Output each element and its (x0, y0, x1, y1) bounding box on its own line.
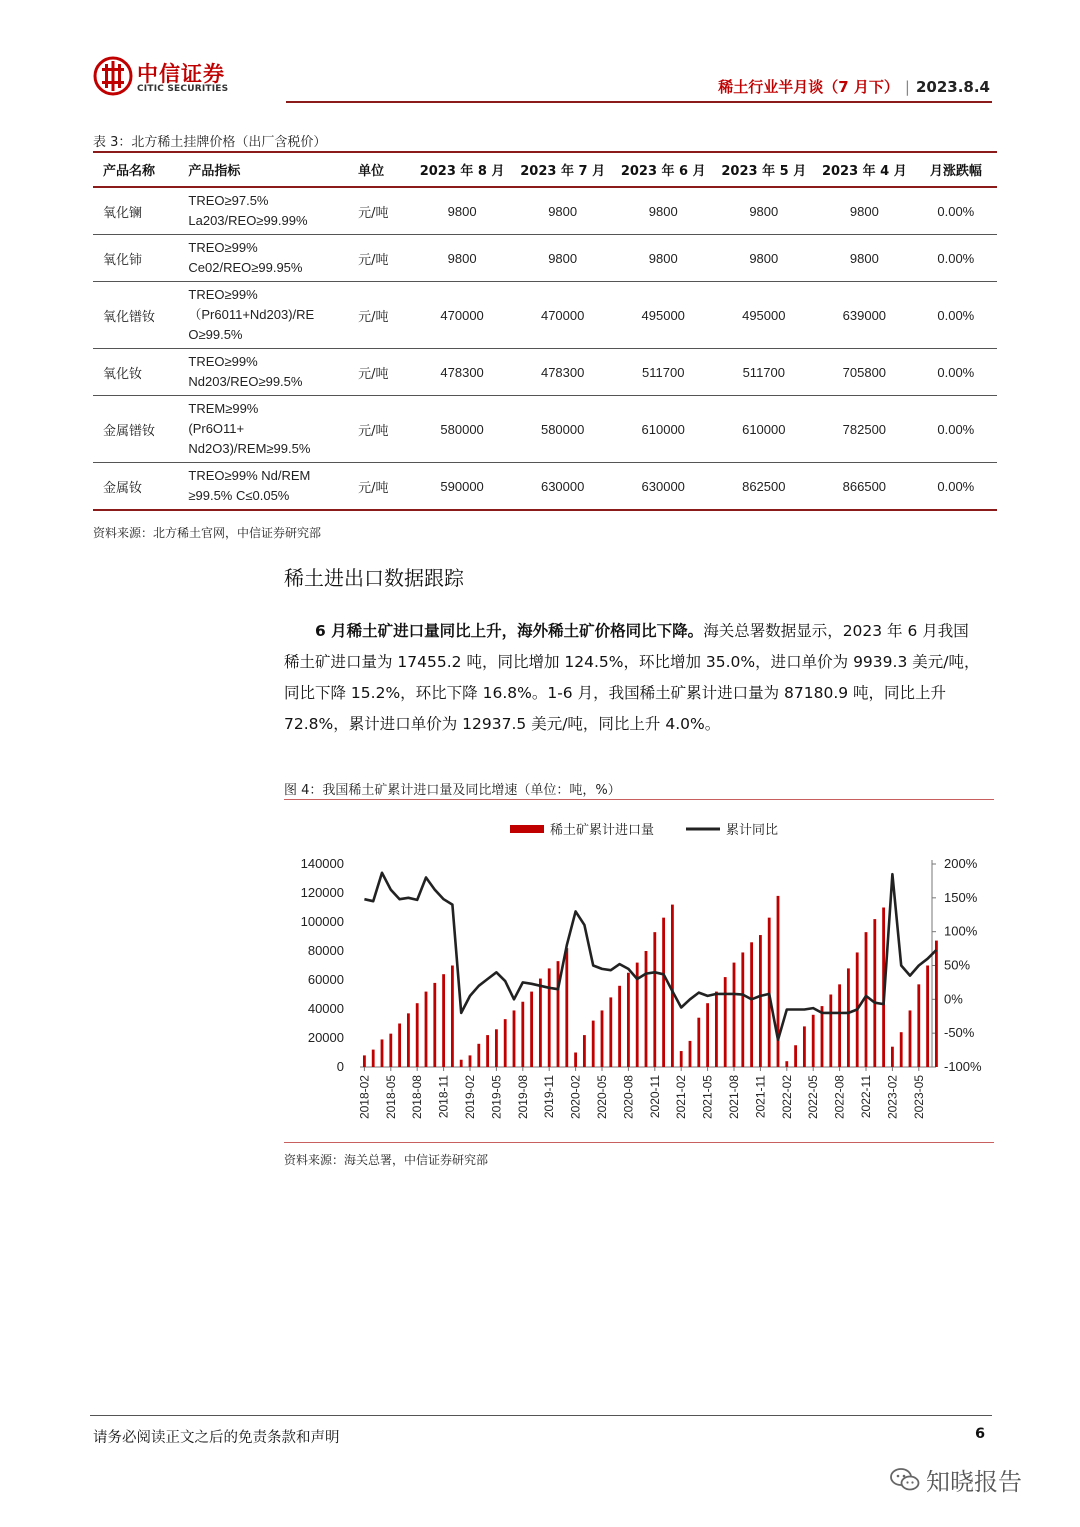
left-axis-tick-label: 140000 (300, 856, 344, 871)
import-volume-bar (583, 1035, 586, 1067)
import-volume-bar (821, 1006, 824, 1067)
x-axis-tick-label: 2019-11 (542, 1075, 557, 1119)
footer-divider (90, 1415, 992, 1416)
import-volume-bar (530, 992, 533, 1067)
price-cell: 470000 (412, 282, 513, 349)
column-header: 2023 年 5 月 (714, 152, 815, 187)
product-spec-cell (178, 235, 348, 282)
import-volume-bar (565, 948, 568, 1067)
import-volume-bar (662, 918, 665, 1067)
wechat-icon (890, 1467, 920, 1493)
x-axis-tick-label: 2019-02 (463, 1075, 477, 1120)
figure-caption: 图 4：我国稀土矿累计进口量及同比增速（单位：吨，%） (284, 783, 621, 798)
price-cell: 630000 (613, 463, 714, 511)
spec-line: TREO≥99% (188, 240, 258, 255)
import-volume-bar (504, 1019, 507, 1067)
import-volume-bar (486, 1035, 489, 1067)
body-paragraph (284, 616, 984, 740)
column-header: 2023 年 6 月 (613, 152, 714, 187)
spec-line: （Pr6011+Nd203)/RE (188, 307, 315, 322)
right-axis-tick-label: -50% (944, 1025, 975, 1041)
spec-line: TREO≥99% (188, 354, 258, 369)
price-cell: 9800 (412, 187, 513, 235)
import-volume-bar (829, 995, 832, 1068)
spec-line: TREM≥99% (188, 401, 259, 416)
legend-line-label: 累计同比 (726, 823, 779, 838)
import-volume-bar (645, 951, 648, 1067)
import-volume-bar (777, 896, 780, 1067)
price-cell: 862500 (714, 463, 815, 511)
column-header: 月涨跌幅 (915, 152, 997, 187)
spec-line: TREO≥99% Nd/REM (188, 468, 311, 483)
x-axis-tick-label: 2018-02 (357, 1075, 372, 1120)
price-table (93, 151, 997, 511)
product-spec-cell (178, 396, 348, 463)
import-volume-bar (363, 1055, 366, 1067)
x-axis-tick-label: 2018-05 (383, 1075, 398, 1120)
table-row (93, 235, 997, 282)
spec-line: ≥99.5% C≤0.05% (188, 488, 290, 503)
column-header: 2023 年 7 月 (512, 152, 613, 187)
product-name-cell: 氧化镨钕 (93, 282, 178, 349)
unit-cell: 元/吨 (348, 349, 412, 396)
page-number: 6 (975, 1426, 986, 1442)
product-name-cell: 金属镨钕 (93, 396, 178, 463)
price-cell: 590000 (412, 463, 513, 511)
right-axis-tick-label: 50% (944, 957, 971, 973)
unit-cell: 元/吨 (348, 396, 412, 463)
import-volume-bar (442, 974, 445, 1067)
price-cell: 639000 (814, 282, 915, 349)
price-cell: 9800 (714, 235, 815, 282)
import-volume-bar (381, 1039, 384, 1067)
import-volume-bar (609, 997, 612, 1067)
table-source: 资料来源：北方稀土官网，中信证券研究部 (93, 526, 322, 540)
right-axis-tick-label: 100% (944, 923, 978, 939)
price-cell: 478300 (512, 349, 613, 396)
citic-logo (93, 56, 238, 100)
import-volume-bar (803, 1026, 806, 1067)
import-volume-bar (451, 966, 454, 1068)
import-volume-bar (460, 1060, 463, 1067)
import-volume-bar (689, 1041, 692, 1067)
citic-emblem-icon (93, 56, 133, 96)
import-volume-bar (601, 1010, 604, 1067)
product-name-cell: 氧化铈 (93, 235, 178, 282)
unit-cell: 元/吨 (348, 187, 412, 235)
unit-cell: 元/吨 (348, 463, 412, 511)
spec-line: Ce02/REO≥99.95% (188, 260, 303, 275)
figure-source: 资料来源：海关总署，中信证券研究部 (284, 1153, 489, 1167)
legend-bar-swatch (510, 825, 544, 833)
table-row (93, 396, 997, 463)
x-axis-tick-label: 2021-11 (753, 1075, 768, 1119)
product-name-cell: 金属钕 (93, 463, 178, 511)
left-axis-tick-label: 60000 (307, 972, 344, 987)
figure-bottom-divider (284, 1142, 994, 1143)
spec-line: Nd2O3)/REM≥99.5% (188, 441, 311, 456)
import-volume-bar (513, 1010, 516, 1067)
logo-chinese-name: 中信证券 (137, 62, 225, 86)
paragraph-body: 海关总署数据显示，2023 年 6 月我国稀土矿进口量为 17455.2 吨，同比增加 124.5%，环比增加 35.0%，进口单价为 9939.3 美元/吨，同比下降 15.2%，环比下降 16.8%。1-6 月，我国稀土矿累计进口量为 87180.9 吨，同比上升 72.8%，累计进口单价为 12937.5 美元/吨，同比上升 4.0%。 (284, 622, 980, 733)
import-volume-bar (574, 1053, 577, 1068)
import-volume-bar (548, 968, 551, 1067)
column-header: 产品指标 (178, 152, 348, 187)
import-volume-bar (372, 1050, 375, 1067)
import-volume-bar (715, 992, 718, 1067)
header-separator: | (904, 78, 910, 96)
import-volume-bar (838, 984, 841, 1067)
table-row (93, 282, 997, 349)
change-cell: 0.00% (915, 282, 997, 349)
price-cell: 705800 (814, 349, 915, 396)
product-name-cell: 氧化镧 (93, 187, 178, 235)
yoy-growth-line (364, 873, 936, 1040)
import-volume-bar (618, 986, 621, 1067)
price-cell: 495000 (613, 282, 714, 349)
import-volume-bar (706, 1003, 709, 1067)
price-cell: 511700 (613, 349, 714, 396)
table-row (93, 349, 997, 396)
report-header (718, 76, 990, 97)
right-axis-tick-label: 200% (944, 856, 978, 871)
x-axis-tick-label: 2019-05 (489, 1075, 504, 1120)
x-axis-tick-label: 2020-08 (621, 1075, 636, 1120)
price-cell: 9800 (613, 235, 714, 282)
import-volume-bar (477, 1044, 480, 1067)
paragraph-lead: 6 月稀土矿进口量同比上升，海外稀土矿价格同比下降。 (315, 622, 704, 640)
import-volume-bar (724, 977, 727, 1067)
import-volume-bar (785, 1061, 788, 1067)
spec-line: (Pr6O11+ (188, 421, 245, 436)
left-axis-tick-label: 80000 (307, 943, 344, 958)
import-volume-bar (407, 1013, 410, 1067)
import-volume-bar (495, 1029, 498, 1067)
column-header: 2023 年 4 月 (814, 152, 915, 187)
spec-line: TREO≥97.5% (188, 193, 269, 208)
import-volume-bar (759, 935, 762, 1067)
x-axis-tick-label: 2022-05 (806, 1075, 821, 1120)
import-volume-bar (433, 983, 436, 1067)
import-volume-bar (398, 1024, 401, 1068)
price-cell: 630000 (512, 463, 613, 511)
x-axis-tick-label: 2022-11 (859, 1075, 873, 1119)
price-cell: 782500 (814, 396, 915, 463)
x-axis-tick-label: 2018-11 (436, 1075, 451, 1119)
import-volume-bar (917, 984, 920, 1067)
figure-top-divider (284, 799, 994, 800)
left-axis-tick-label: 100000 (300, 914, 344, 929)
product-spec-cell (178, 187, 348, 235)
x-axis-tick-label: 2021-05 (700, 1075, 715, 1120)
price-cell: 478300 (412, 349, 513, 396)
report-date: 2023.8.4 (915, 78, 990, 96)
price-cell: 9800 (613, 187, 714, 235)
column-header: 单位 (348, 152, 412, 187)
watermark (890, 1462, 1022, 1497)
x-axis-tick-label: 2021-02 (674, 1075, 689, 1120)
x-axis-tick-label: 2020-05 (595, 1075, 609, 1120)
product-spec-cell (178, 282, 348, 349)
import-volume-bar (909, 1010, 912, 1067)
x-axis-tick-label: 2022-02 (779, 1075, 794, 1120)
x-axis-tick-label: 2020-02 (568, 1075, 583, 1120)
right-axis-tick-label: -100% (944, 1059, 982, 1074)
price-cell: 866500 (814, 463, 915, 511)
legend-bar-label: 稀土矿累计进口量 (550, 823, 655, 838)
table-row (93, 187, 997, 235)
import-volume-bar (733, 963, 736, 1067)
import-volume-bar (926, 966, 929, 1068)
x-axis-tick-label: 2023-02 (885, 1075, 900, 1120)
section-title: 稀土进出口数据跟踪 (284, 566, 464, 590)
import-volume-bar (891, 1047, 894, 1067)
x-axis-tick-label: 2023-05 (911, 1075, 926, 1120)
import-volume-bar (750, 942, 753, 1067)
import-volume-bar (469, 1055, 472, 1067)
right-axis-tick-label: 0% (944, 991, 963, 1007)
table-header-row (93, 152, 997, 187)
change-cell: 0.00% (915, 349, 997, 396)
unit-cell: 元/吨 (348, 235, 412, 282)
price-cell: 9800 (512, 235, 613, 282)
price-cell: 511700 (714, 349, 815, 396)
x-axis-tick-label: 2020-11 (647, 1075, 662, 1119)
import-volume-bar (873, 919, 876, 1067)
import-volume-bar (697, 1018, 700, 1067)
footer-disclaimer: 请务必阅读正文之后的免责条款和声明 (93, 1430, 340, 1446)
price-cell: 9800 (814, 235, 915, 282)
spec-line: TREO≥99% (188, 287, 258, 302)
import-chart (284, 810, 994, 1130)
logo-english-name: CITIC SECURITIES (137, 84, 229, 94)
import-volume-bar (389, 1034, 392, 1067)
import-volume-bar (794, 1045, 797, 1067)
price-cell: 580000 (512, 396, 613, 463)
product-name-cell: 氧化钕 (93, 349, 178, 396)
price-cell: 9800 (814, 187, 915, 235)
price-cell: 610000 (714, 396, 815, 463)
import-volume-bar (741, 952, 744, 1067)
product-spec-cell (178, 463, 348, 511)
report-title: 稀土行业半月谈（7 月下） (718, 78, 899, 96)
import-volume-bar (812, 1015, 815, 1067)
right-axis-tick-label: 150% (944, 889, 978, 905)
import-volume-bar (680, 1051, 683, 1067)
import-volume-bar (557, 961, 560, 1067)
import-volume-bar (521, 1002, 524, 1067)
price-cell: 9800 (714, 187, 815, 235)
table-caption: 表 3：北方稀土挂牌价格（出厂含税价） (93, 135, 327, 150)
spec-line: La203/REO≥99.99% (188, 213, 308, 228)
price-cell: 610000 (613, 396, 714, 463)
change-cell: 0.00% (915, 463, 997, 511)
x-axis-tick-label: 2019-08 (515, 1075, 530, 1120)
price-cell: 9800 (512, 187, 613, 235)
import-volume-bar (592, 1021, 595, 1067)
left-axis-tick-label: 0 (336, 1059, 344, 1074)
import-volume-bar (671, 905, 674, 1067)
header-divider (286, 101, 992, 103)
unit-cell: 元/吨 (348, 282, 412, 349)
x-axis-tick-label: 2022-08 (832, 1075, 847, 1120)
import-volume-bar (653, 932, 656, 1067)
import-volume-bar (416, 1003, 419, 1067)
column-header: 2023 年 8 月 (412, 152, 513, 187)
product-spec-cell (178, 349, 348, 396)
column-header: 产品名称 (93, 152, 178, 187)
price-cell: 580000 (412, 396, 513, 463)
left-axis-tick-label: 20000 (307, 1030, 344, 1045)
change-cell: 0.00% (915, 235, 997, 282)
import-volume-bar (539, 979, 542, 1067)
import-volume-bar (935, 941, 938, 1067)
change-cell: 0.00% (915, 187, 997, 235)
x-axis-tick-label: 2021-08 (727, 1075, 741, 1120)
price-cell: 495000 (714, 282, 815, 349)
import-volume-bar (847, 968, 850, 1067)
price-cell: 9800 (412, 235, 513, 282)
import-volume-bar (768, 918, 771, 1067)
spec-line: Nd203/REO≥99.5% (188, 374, 303, 389)
left-axis-tick-label: 40000 (307, 1001, 344, 1016)
left-axis-tick-label: 120000 (300, 885, 344, 900)
watermark-text: 知晓报告 (926, 1468, 1022, 1496)
x-axis-tick-label: 2018-08 (410, 1075, 425, 1120)
import-volume-bar (900, 1032, 903, 1067)
spec-line: O≥99.5% (188, 327, 243, 342)
import-volume-bar (627, 973, 630, 1067)
table-row (93, 463, 997, 511)
change-cell: 0.00% (915, 396, 997, 463)
price-cell: 470000 (512, 282, 613, 349)
import-volume-bar (425, 992, 428, 1067)
